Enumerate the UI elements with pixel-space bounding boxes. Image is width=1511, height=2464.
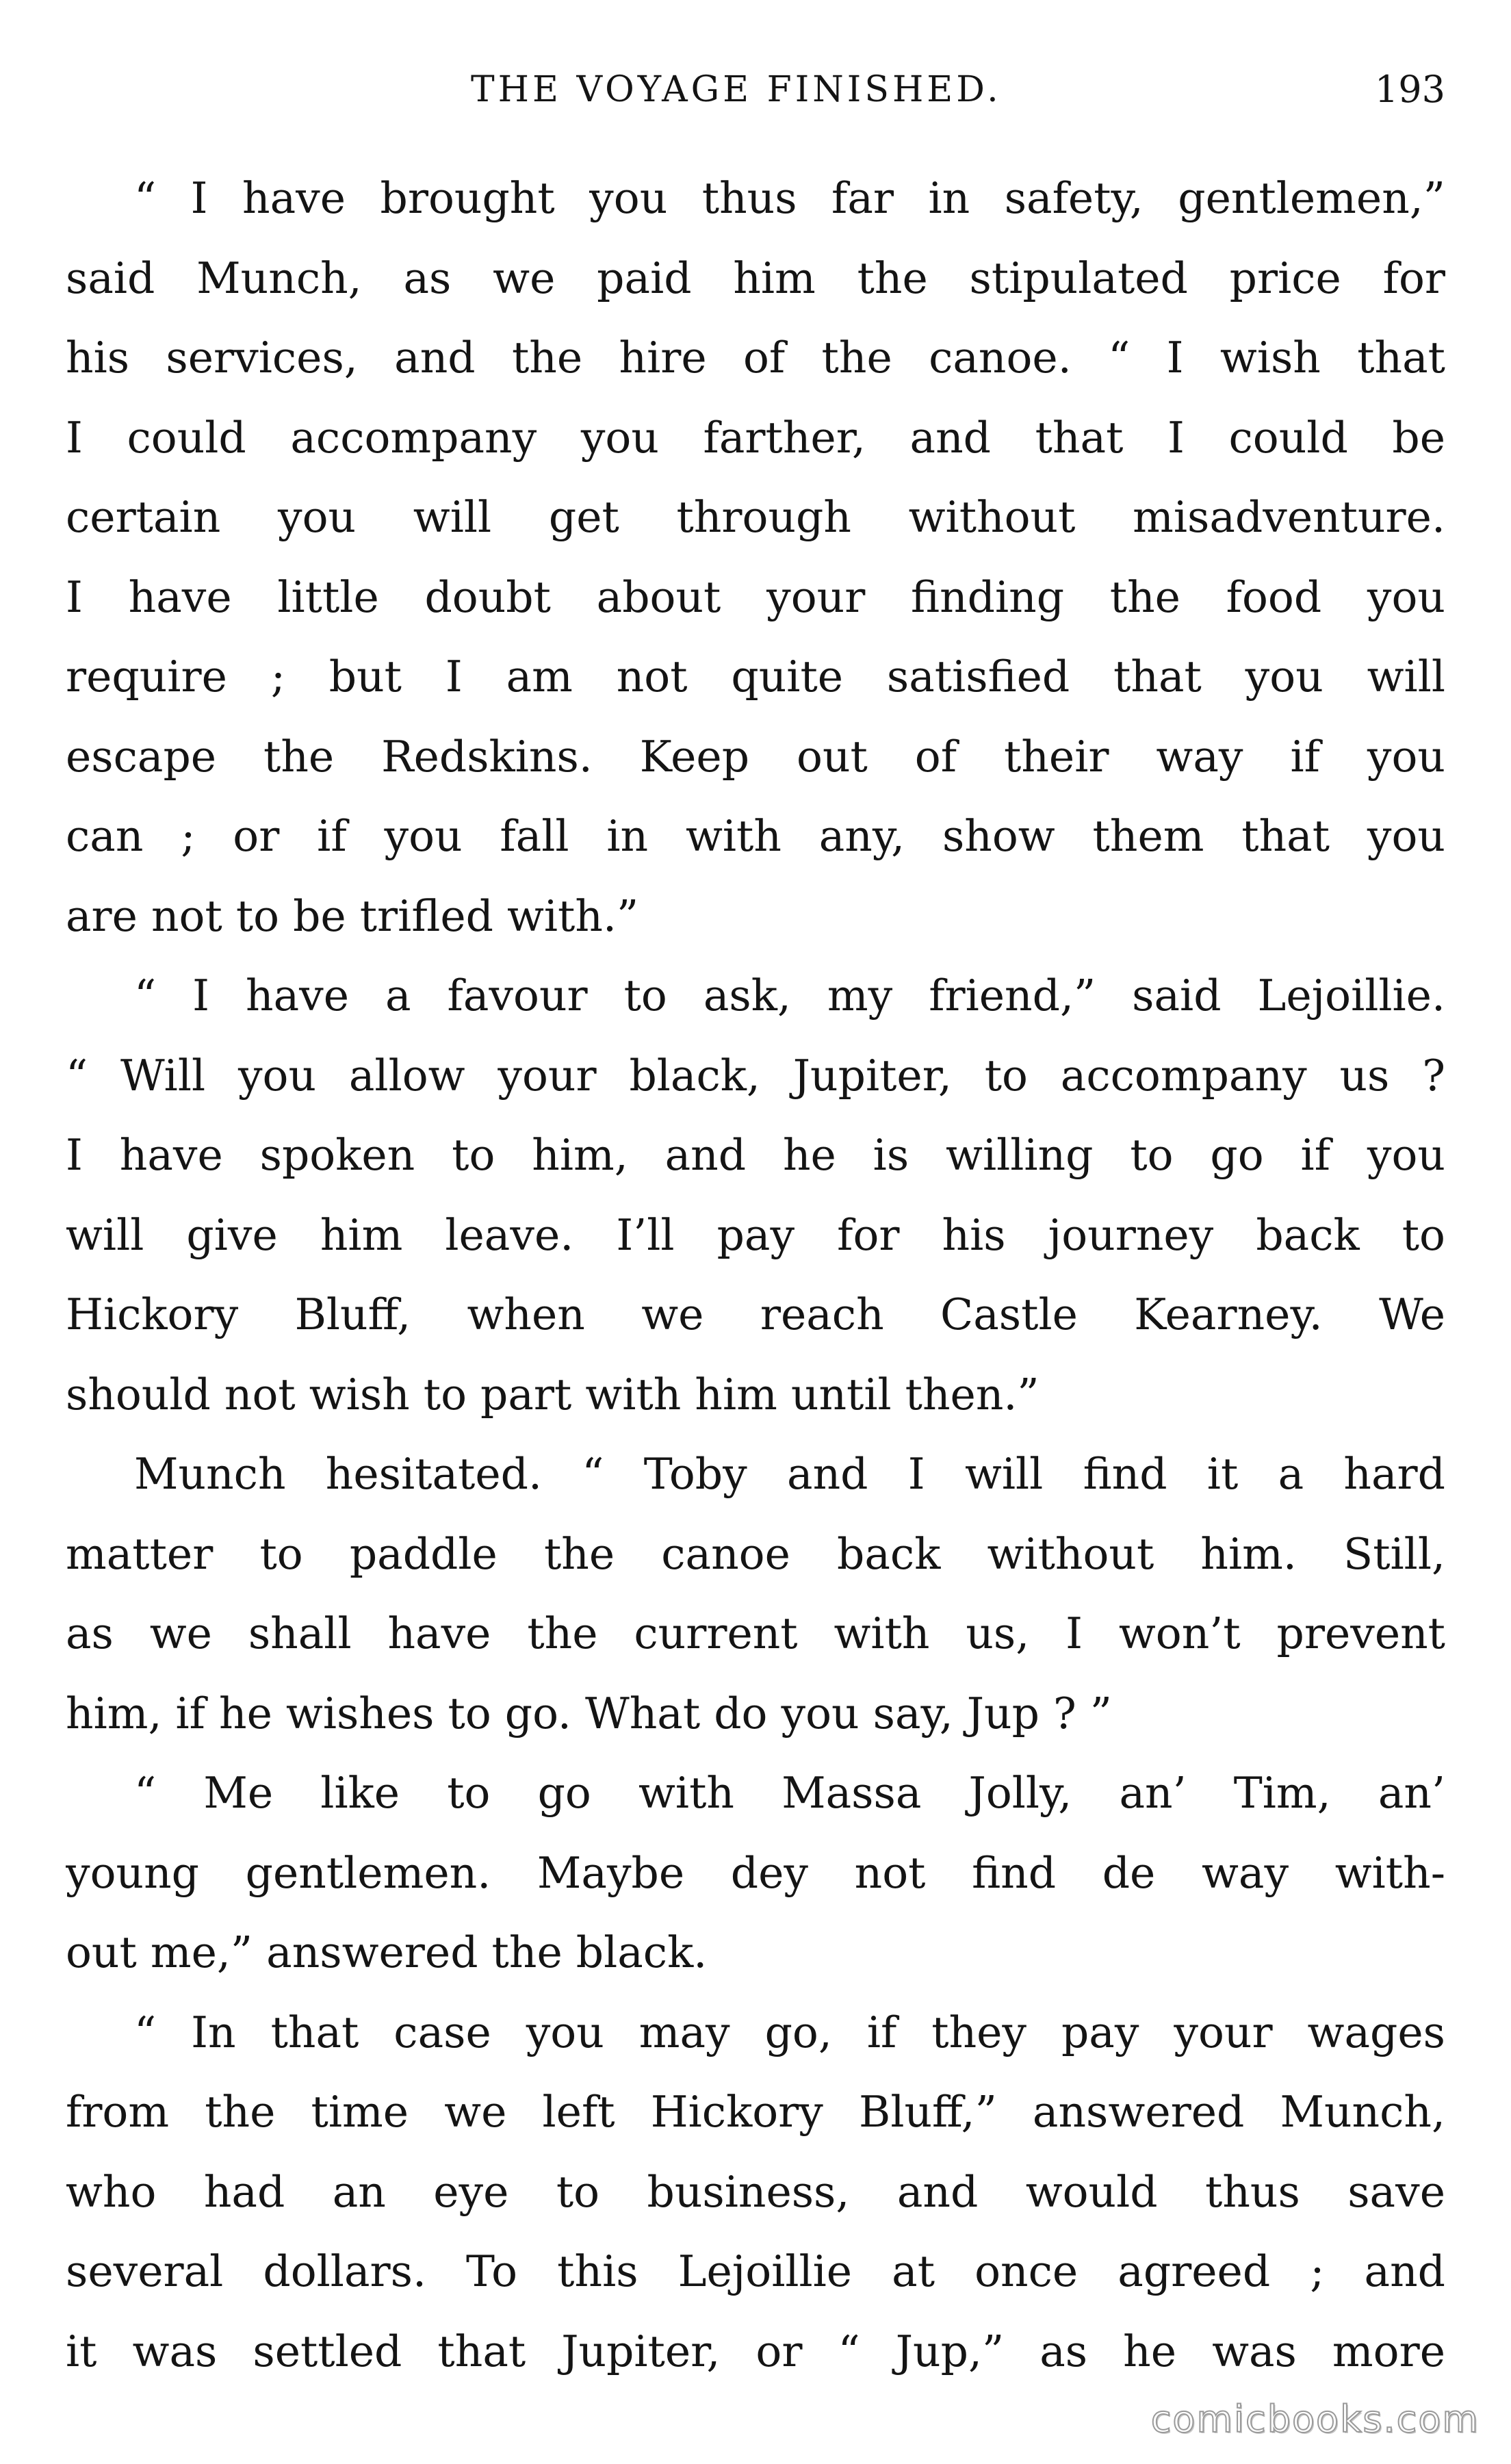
text-line: several dollars. To this Lejoillie at once agreed ; and [66, 2246, 1445, 2296]
page-header [0, 59, 1511, 120]
running-head: THE VOYAGE FINISHED. [471, 69, 1002, 110]
text-line: his services, and the hire of the canoe. “ I wish that [66, 333, 1445, 383]
text-line: I could accompany you farther, and that I could be [66, 412, 1445, 463]
text-line: escape the Redskins. Keep out of their way if you [66, 731, 1445, 782]
text-line: “ Me like to go with Massa Jolly, an’ Tim, an’ [134, 1768, 1445, 1818]
text-line: him, if he wishes to go. What do you say, Jup ? ” [66, 1688, 1112, 1738]
text-line: will give him leave. I’ll pay for his journey back to [66, 1209, 1445, 1260]
text-line: certain you will get through without misadventure. [66, 492, 1445, 542]
body-text [66, 159, 1445, 2391]
text-line: should not wish to part with him until then.” [66, 1369, 1039, 1420]
text-line: matter to paddle the canoe back without him. Still, [66, 1528, 1445, 1579]
text-line: I have spoken to him, and he is willing to go if you [66, 1130, 1445, 1180]
page-number: 193 [1374, 68, 1445, 111]
text-line: “ I have brought you thus far in safety, gentlemen,” [134, 173, 1445, 223]
text-line: said Munch, as we paid him the stipulated price for [66, 253, 1445, 303]
text-line: can ; or if you fall in with any, show them that you [66, 811, 1445, 861]
text-line: require ; but I am not quite satisfied that you will [66, 652, 1445, 702]
text-line: as we shall have the current with us, I won’t prevent [66, 1608, 1445, 1658]
text-line: “ I have a favour to ask, my friend,” said Lejoillie. [134, 971, 1445, 1021]
text-line: out me,” answered the black. [66, 1927, 708, 1977]
text-line: “ In that case you may go, if they pay your wages [134, 2007, 1445, 2057]
text-line: young gentlemen. Maybe dey not find de way with- [66, 1847, 1445, 1898]
text-line: I have little doubt about your finding the food you [66, 572, 1445, 622]
text-line: it was settled that Jupiter, or “ Jup,” as he was more [66, 2326, 1445, 2376]
text-line: are not to be trifled with.” [66, 890, 639, 941]
text-line: Hickory Bluff, when we reach Castle Kearney. We [66, 1289, 1445, 1339]
text-line: from the time we left Hickory Bluff,” answered Munch, [66, 2087, 1445, 2137]
text-line: who had an eye to business, and would thus save [66, 2166, 1445, 2217]
text-line: “ Will you allow your black, Jupiter, to accompany us ? [66, 1050, 1445, 1101]
watermark-logo: comicbooks.com [1150, 2398, 1480, 2441]
text-line: Munch hesitated. “ Toby and I will find it a hard [134, 1449, 1445, 1499]
